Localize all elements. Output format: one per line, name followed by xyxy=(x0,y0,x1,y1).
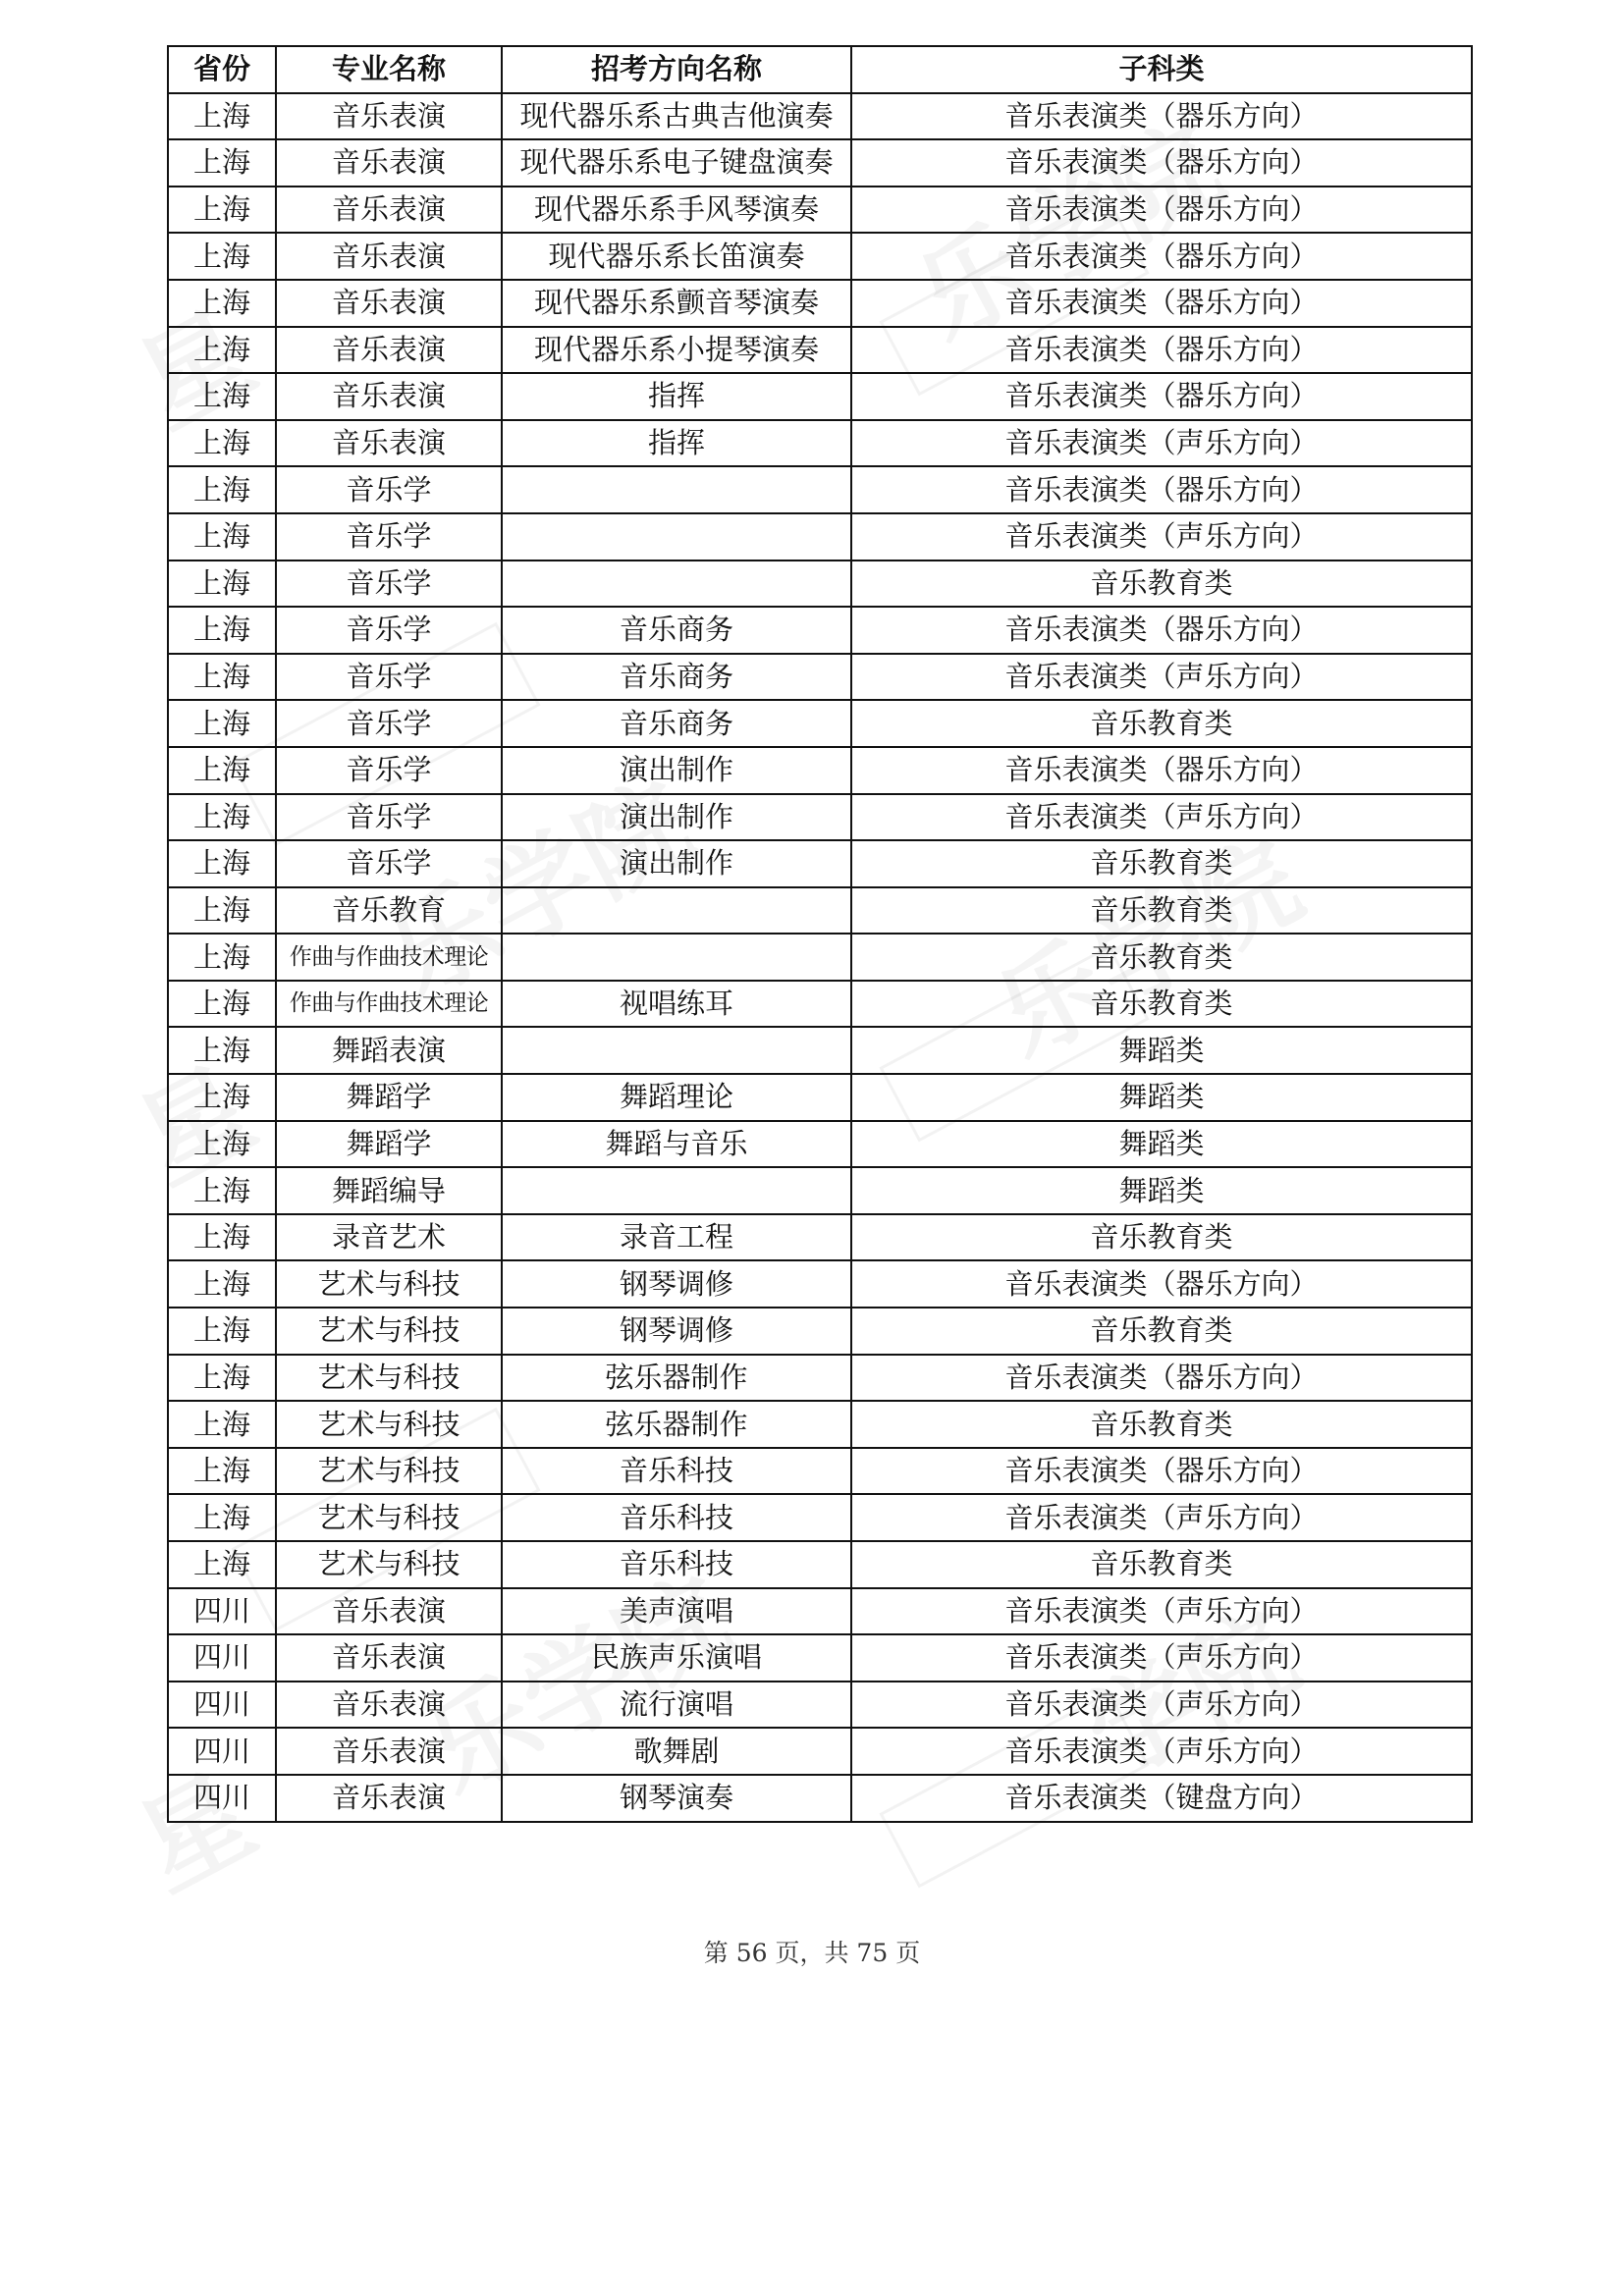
table-row xyxy=(168,654,1472,701)
cell-direction xyxy=(502,561,851,608)
cell-major: 音乐表演 xyxy=(276,280,502,327)
cell-subcategory: 音乐表演类（声乐方向） xyxy=(851,420,1472,467)
cell-major: 舞蹈学 xyxy=(276,1074,502,1121)
cell-subcategory: 音乐教育类 xyxy=(851,1541,1472,1588)
cell-subcategory: 音乐表演类（声乐方向） xyxy=(851,513,1472,561)
cell-province: 上海 xyxy=(168,981,276,1028)
cell-direction: 录音工程 xyxy=(502,1214,851,1261)
table-row xyxy=(168,1260,1472,1308)
cell-province: 上海 xyxy=(168,887,276,934)
table-row xyxy=(168,1355,1472,1402)
cell-direction: 现代器乐系古典吉他演奏 xyxy=(502,93,851,140)
cell-major: 音乐学 xyxy=(276,747,502,794)
table-row xyxy=(168,1775,1472,1822)
cell-province: 上海 xyxy=(168,233,276,280)
cell-major: 音乐表演 xyxy=(276,420,502,467)
header-province: 省份 xyxy=(168,46,276,93)
table-row xyxy=(168,1027,1472,1074)
cell-direction: 现代器乐系电子键盘演奏 xyxy=(502,139,851,187)
cell-province: 上海 xyxy=(168,139,276,187)
table-row xyxy=(168,887,1472,934)
table-row xyxy=(168,934,1472,981)
table-row xyxy=(168,280,1472,327)
cell-direction: 演出制作 xyxy=(502,747,851,794)
cell-major: 舞蹈表演 xyxy=(276,1027,502,1074)
cell-province: 上海 xyxy=(168,561,276,608)
cell-subcategory: 舞蹈类 xyxy=(851,1027,1472,1074)
table-row xyxy=(168,187,1472,234)
cell-major: 音乐表演 xyxy=(276,1634,502,1682)
cell-province: 上海 xyxy=(168,700,276,747)
cell-major: 音乐表演 xyxy=(276,1588,502,1635)
cell-subcategory: 音乐教育类 xyxy=(851,1401,1472,1448)
cell-province: 上海 xyxy=(168,1401,276,1448)
cell-subcategory: 音乐表演类（器乐方向） xyxy=(851,466,1472,513)
cell-direction: 钢琴调修 xyxy=(502,1308,851,1355)
cell-direction: 现代器乐系小提琴演奏 xyxy=(502,327,851,374)
page-number: 第 56 页，共 75 页 xyxy=(703,1939,921,1967)
cell-subcategory: 舞蹈类 xyxy=(851,1074,1472,1121)
cell-major: 作曲与作曲技术理论 xyxy=(276,934,502,981)
cell-direction: 音乐商务 xyxy=(502,654,851,701)
cell-subcategory: 音乐表演类（键盘方向） xyxy=(851,1775,1472,1822)
cell-province: 四川 xyxy=(168,1728,276,1775)
cell-province: 上海 xyxy=(168,654,276,701)
cell-province: 上海 xyxy=(168,327,276,374)
table-row xyxy=(168,981,1472,1028)
cell-subcategory: 音乐表演类（器乐方向） xyxy=(851,187,1472,234)
cell-direction: 演出制作 xyxy=(502,794,851,841)
cell-subcategory: 音乐表演类（声乐方向） xyxy=(851,1728,1472,1775)
cell-province: 上海 xyxy=(168,187,276,234)
cell-province: 上海 xyxy=(168,1167,276,1214)
header-major: 专业名称 xyxy=(276,46,502,93)
cell-subcategory: 音乐教育类 xyxy=(851,1308,1472,1355)
cell-direction: 视唱练耳 xyxy=(502,981,851,1028)
cell-major: 音乐表演 xyxy=(276,1682,502,1729)
cell-major: 音乐表演 xyxy=(276,139,502,187)
cell-province: 上海 xyxy=(168,1448,276,1495)
cell-province: 上海 xyxy=(168,1027,276,1074)
table-row xyxy=(168,1308,1472,1355)
cell-subcategory: 音乐教育类 xyxy=(851,561,1472,608)
cell-province: 上海 xyxy=(168,513,276,561)
cell-major: 音乐表演 xyxy=(276,233,502,280)
cell-direction: 演出制作 xyxy=(502,840,851,887)
cell-direction xyxy=(502,1027,851,1074)
cell-direction: 美声演唱 xyxy=(502,1588,851,1635)
cell-major: 音乐学 xyxy=(276,607,502,654)
table-row xyxy=(168,327,1472,374)
cell-subcategory: 音乐表演类（声乐方向） xyxy=(851,1634,1472,1682)
cell-province: 上海 xyxy=(168,1494,276,1541)
table-row xyxy=(168,561,1472,608)
cell-subcategory: 音乐表演类（声乐方向） xyxy=(851,654,1472,701)
table-row xyxy=(168,1167,1472,1214)
cell-province: 上海 xyxy=(168,840,276,887)
table-row xyxy=(168,607,1472,654)
cell-direction: 舞蹈与音乐 xyxy=(502,1121,851,1168)
cell-province: 上海 xyxy=(168,1074,276,1121)
cell-subcategory: 音乐教育类 xyxy=(851,700,1472,747)
cell-subcategory: 音乐表演类（器乐方向） xyxy=(851,373,1472,420)
table-row xyxy=(168,700,1472,747)
cell-major: 音乐表演 xyxy=(276,93,502,140)
table-row xyxy=(168,139,1472,187)
cell-province: 上海 xyxy=(168,1355,276,1402)
cell-major: 艺术与科技 xyxy=(276,1308,502,1355)
cell-subcategory: 音乐表演类（器乐方向） xyxy=(851,233,1472,280)
cell-subcategory: 舞蹈类 xyxy=(851,1121,1472,1168)
cell-province: 上海 xyxy=(168,607,276,654)
cell-province: 上海 xyxy=(168,1214,276,1261)
cell-province: 上海 xyxy=(168,1541,276,1588)
cell-major: 音乐表演 xyxy=(276,1775,502,1822)
table-row xyxy=(168,1214,1472,1261)
cell-major: 艺术与科技 xyxy=(276,1448,502,1495)
cell-major: 音乐表演 xyxy=(276,1728,502,1775)
cell-province: 上海 xyxy=(168,280,276,327)
cell-major: 艺术与科技 xyxy=(276,1401,502,1448)
cell-subcategory: 音乐表演类（器乐方向） xyxy=(851,280,1472,327)
cell-province: 上海 xyxy=(168,1260,276,1308)
cell-major: 音乐教育 xyxy=(276,887,502,934)
cell-subcategory: 音乐表演类（声乐方向） xyxy=(851,794,1472,841)
table-row xyxy=(168,840,1472,887)
cell-direction xyxy=(502,887,851,934)
cell-major: 音乐学 xyxy=(276,654,502,701)
cell-direction: 现代器乐系颤音琴演奏 xyxy=(502,280,851,327)
cell-subcategory: 音乐表演类（器乐方向） xyxy=(851,1355,1472,1402)
cell-major: 音乐学 xyxy=(276,794,502,841)
table-row xyxy=(168,513,1472,561)
cell-province: 上海 xyxy=(168,466,276,513)
cell-subcategory: 音乐表演类（器乐方向） xyxy=(851,93,1472,140)
cell-major: 音乐学 xyxy=(276,513,502,561)
cell-direction xyxy=(502,466,851,513)
cell-major: 艺术与科技 xyxy=(276,1355,502,1402)
table-row xyxy=(168,1494,1472,1541)
table-row xyxy=(168,1588,1472,1635)
cell-subcategory: 音乐教育类 xyxy=(851,1214,1472,1261)
table-row xyxy=(168,466,1472,513)
cell-direction xyxy=(502,513,851,561)
cell-major: 舞蹈编导 xyxy=(276,1167,502,1214)
cell-direction: 舞蹈理论 xyxy=(502,1074,851,1121)
cell-direction: 歌舞剧 xyxy=(502,1728,851,1775)
header-direction: 招考方向名称 xyxy=(502,46,851,93)
cell-province: 上海 xyxy=(168,747,276,794)
cell-direction: 弦乐器制作 xyxy=(502,1355,851,1402)
cell-direction: 指挥 xyxy=(502,373,851,420)
cell-subcategory: 音乐表演类（声乐方向） xyxy=(851,1588,1472,1635)
cell-direction: 钢琴演奏 xyxy=(502,1775,851,1822)
cell-subcategory: 音乐表演类（器乐方向） xyxy=(851,747,1472,794)
table-row xyxy=(168,747,1472,794)
table-row xyxy=(168,1121,1472,1168)
table-row xyxy=(168,233,1472,280)
cell-subcategory: 音乐表演类（器乐方向） xyxy=(851,327,1472,374)
cell-major: 音乐表演 xyxy=(276,187,502,234)
cell-subcategory: 音乐表演类（声乐方向） xyxy=(851,1682,1472,1729)
table-row xyxy=(168,794,1472,841)
cell-subcategory: 舞蹈类 xyxy=(851,1167,1472,1214)
cell-direction: 民族声乐演唱 xyxy=(502,1634,851,1682)
cell-major: 音乐表演 xyxy=(276,373,502,420)
table-row xyxy=(168,1448,1472,1495)
cell-direction xyxy=(502,934,851,981)
cell-major: 艺术与科技 xyxy=(276,1494,502,1541)
cell-direction xyxy=(502,1167,851,1214)
cell-province: 上海 xyxy=(168,373,276,420)
cell-major: 音乐学 xyxy=(276,466,502,513)
table-row xyxy=(168,1401,1472,1448)
cell-subcategory: 音乐教育类 xyxy=(851,981,1472,1028)
cell-subcategory: 音乐表演类（器乐方向） xyxy=(851,1448,1472,1495)
cell-major: 艺术与科技 xyxy=(276,1260,502,1308)
table-body xyxy=(168,93,1472,1822)
cell-subcategory: 音乐教育类 xyxy=(851,840,1472,887)
cell-province: 上海 xyxy=(168,1121,276,1168)
cell-province: 四川 xyxy=(168,1634,276,1682)
cell-subcategory: 音乐表演类（声乐方向） xyxy=(851,1494,1472,1541)
table-header-row xyxy=(168,46,1472,93)
cell-direction: 指挥 xyxy=(502,420,851,467)
table-row xyxy=(168,373,1472,420)
cell-subcategory: 音乐教育类 xyxy=(851,934,1472,981)
cell-province: 上海 xyxy=(168,1308,276,1355)
cell-major: 音乐学 xyxy=(276,700,502,747)
cell-direction: 流行演唱 xyxy=(502,1682,851,1729)
cell-province: 四川 xyxy=(168,1588,276,1635)
table-row xyxy=(168,420,1472,467)
table-row xyxy=(168,1541,1472,1588)
cell-subcategory: 音乐表演类（器乐方向） xyxy=(851,139,1472,187)
cell-major: 录音艺术 xyxy=(276,1214,502,1261)
cell-major: 音乐学 xyxy=(276,561,502,608)
table-row xyxy=(168,93,1472,140)
cell-direction: 钢琴调修 xyxy=(502,1260,851,1308)
cell-direction: 音乐科技 xyxy=(502,1541,851,1588)
cell-subcategory: 音乐表演类（器乐方向） xyxy=(851,1260,1472,1308)
admission-table xyxy=(167,45,1473,1823)
table-row xyxy=(168,1682,1472,1729)
cell-direction: 音乐科技 xyxy=(502,1494,851,1541)
cell-subcategory: 音乐教育类 xyxy=(851,887,1472,934)
cell-direction: 现代器乐系长笛演奏 xyxy=(502,233,851,280)
cell-direction: 现代器乐系手风琴演奏 xyxy=(502,187,851,234)
cell-subcategory: 音乐表演类（器乐方向） xyxy=(851,607,1472,654)
table-row xyxy=(168,1634,1472,1682)
cell-major: 舞蹈学 xyxy=(276,1121,502,1168)
cell-province: 四川 xyxy=(168,1682,276,1729)
cell-major: 艺术与科技 xyxy=(276,1541,502,1588)
cell-direction: 音乐商务 xyxy=(502,607,851,654)
cell-province: 上海 xyxy=(168,794,276,841)
cell-province: 上海 xyxy=(168,93,276,140)
cell-province: 四川 xyxy=(168,1775,276,1822)
cell-major: 音乐学 xyxy=(276,840,502,887)
header-subcategory: 子科类 xyxy=(851,46,1472,93)
cell-direction: 弦乐器制作 xyxy=(502,1401,851,1448)
cell-direction: 音乐商务 xyxy=(502,700,851,747)
cell-province: 上海 xyxy=(168,420,276,467)
cell-major: 音乐表演 xyxy=(276,327,502,374)
cell-direction: 音乐科技 xyxy=(502,1448,851,1495)
cell-province: 上海 xyxy=(168,934,276,981)
cell-major: 作曲与作曲技术理论 xyxy=(276,981,502,1028)
table-row xyxy=(168,1728,1472,1775)
table-row xyxy=(168,1074,1472,1121)
